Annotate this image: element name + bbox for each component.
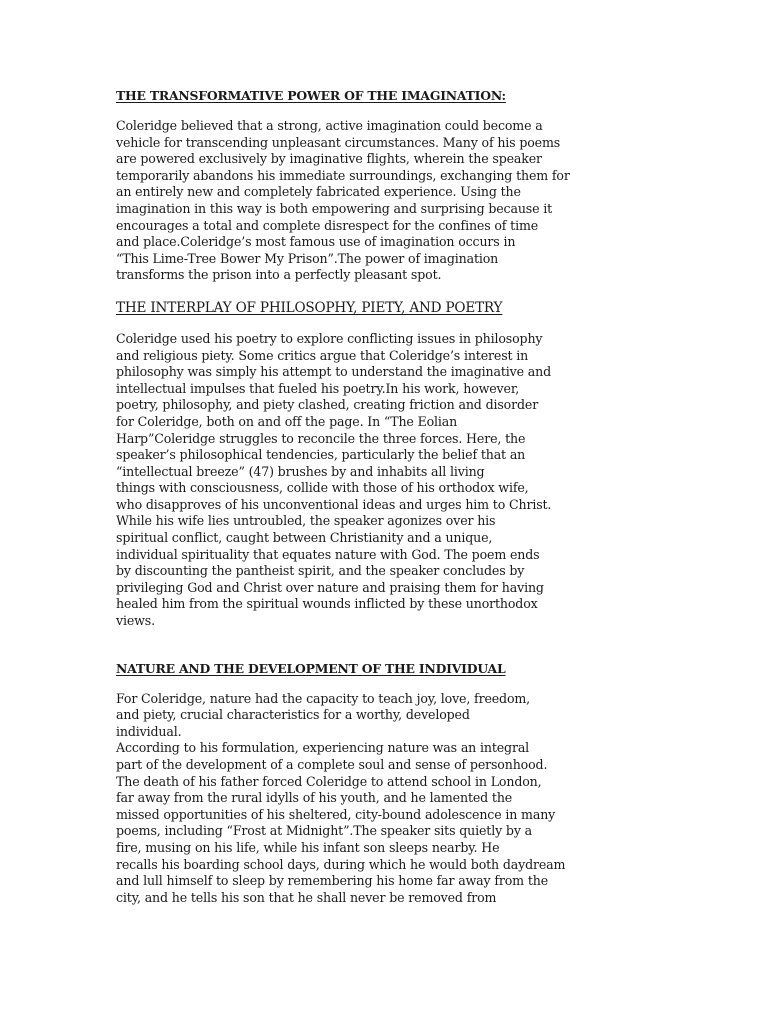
text-line: and piety, crucial characteristics for a worthy, developed	[116, 707, 470, 723]
text-line: While his wife lies untroubled, the speaker agonizes over his	[116, 513, 496, 529]
text-line: recalls his boarding school days, during which he would both daydream	[116, 856, 566, 872]
section-paragraph-nature	[116, 691, 656, 907]
text-line: “This Lime-Tree Bower My Prison”.The power of imagination	[116, 250, 499, 266]
text-line: For Coleridge, nature had the capacity to teach joy, love, freedom,	[116, 690, 531, 706]
text-line: privileging God and Christ over nature and praising them for having	[116, 579, 544, 595]
text-line: and religious piety. Some critics argue that Coleridge’s interest in	[116, 347, 529, 363]
text-line: intellectual impulses that fueled his poetry.In his work, however,	[116, 380, 520, 396]
text-line: fire, musing on his life, while his infant son sleeps nearby. He	[116, 839, 500, 855]
text-line: According to his formulation, experiencing nature was an integral	[116, 740, 530, 756]
text-line: city, and he tells his son that he shall never be removed from	[116, 889, 497, 905]
text-line: and lull himself to sleep by remembering his home far away from the	[116, 873, 548, 889]
text-line: who disapproves of his unconventional ideas and urges him to Christ.	[116, 496, 552, 512]
text-line: individual spirituality that equates nature with God. The poem ends	[116, 546, 540, 562]
text-line: Coleridge used his poetry to explore conflicting issues in philosophy	[116, 330, 543, 346]
section-heading-imagination: THE TRANSFORMATIVE POWER OF THE IMAGINATION:	[116, 88, 506, 103]
section-heading-nature: NATURE AND THE DEVELOPMENT OF THE INDIVIDUAL	[116, 660, 506, 676]
text-line: healed him from the spiritual wounds inflicted by these unorthodox	[116, 596, 538, 612]
text-line: encourages a total and complete disrespect for the confines of time	[116, 217, 539, 233]
text-line: views.	[116, 613, 155, 629]
text-line: things with consciousness, collide with those of his orthodox wife,	[116, 480, 529, 496]
text-line: an entirely new and completely fabricated experience. Using the	[116, 184, 521, 200]
text-line: Harp”Coleridge struggles to reconcile the three forces. Here, the	[116, 430, 526, 446]
text-line: The death of his father forced Coleridge to attend school in London,	[116, 773, 542, 789]
text-line: for Coleridge, both on and off the page. In “The Eolian	[116, 413, 458, 429]
text-line: far away from the rural idylls of his youth, and he lamented the	[116, 790, 513, 806]
text-line: transforms the prison into a perfectly pleasant spot.	[116, 267, 442, 283]
text-line: philosophy was simply his attempt to understand the imaginative and	[116, 364, 552, 380]
text-line: and place.Coleridge’s most famous use of imagination occurs in	[116, 234, 516, 250]
section-paragraph-philosophy	[116, 331, 656, 630]
text-line: poems, including “Frost at Midnight”.The speaker sits quietly by a	[116, 823, 533, 839]
text-line: by discounting the pantheist spirit, and the speaker concludes by	[116, 563, 525, 579]
text-line: imagination in this way is both empowering and surprising because it	[116, 200, 553, 216]
text-line: spiritual conflict, caught between Christianity and a unique,	[116, 530, 493, 546]
text-line: poetry, philosophy, and piety clashed, creating friction and disorder	[116, 397, 539, 413]
section-paragraph-imagination	[116, 118, 656, 284]
text-line: speaker’s philosophical tendencies, particularly the belief that an	[116, 447, 526, 463]
text-line: missed opportunities of his sheltered, city-bound adolescence in many	[116, 806, 556, 822]
text-line: individual.	[116, 723, 182, 739]
text-line: temporarily abandons his immediate surroundings, exchanging them for	[116, 167, 570, 183]
document-page	[116, 88, 656, 906]
text-line: are powered exclusively by imaginative flights, wherein the speaker	[116, 151, 542, 167]
text-line: “intellectual breeze” (47) brushes by and inhabits all living	[116, 463, 485, 479]
section-heading-philosophy: THE INTERPLAY OF PHILOSOPHY, PIETY, AND POETRY	[116, 299, 503, 316]
text-line: Coleridge believed that a strong, active imagination could become a	[116, 118, 543, 133]
text-line: part of the development of a complete soul and sense of personhood.	[116, 757, 548, 772]
text-line: vehicle for transcending unpleasant circumstances. Many of his poems	[116, 134, 561, 150]
